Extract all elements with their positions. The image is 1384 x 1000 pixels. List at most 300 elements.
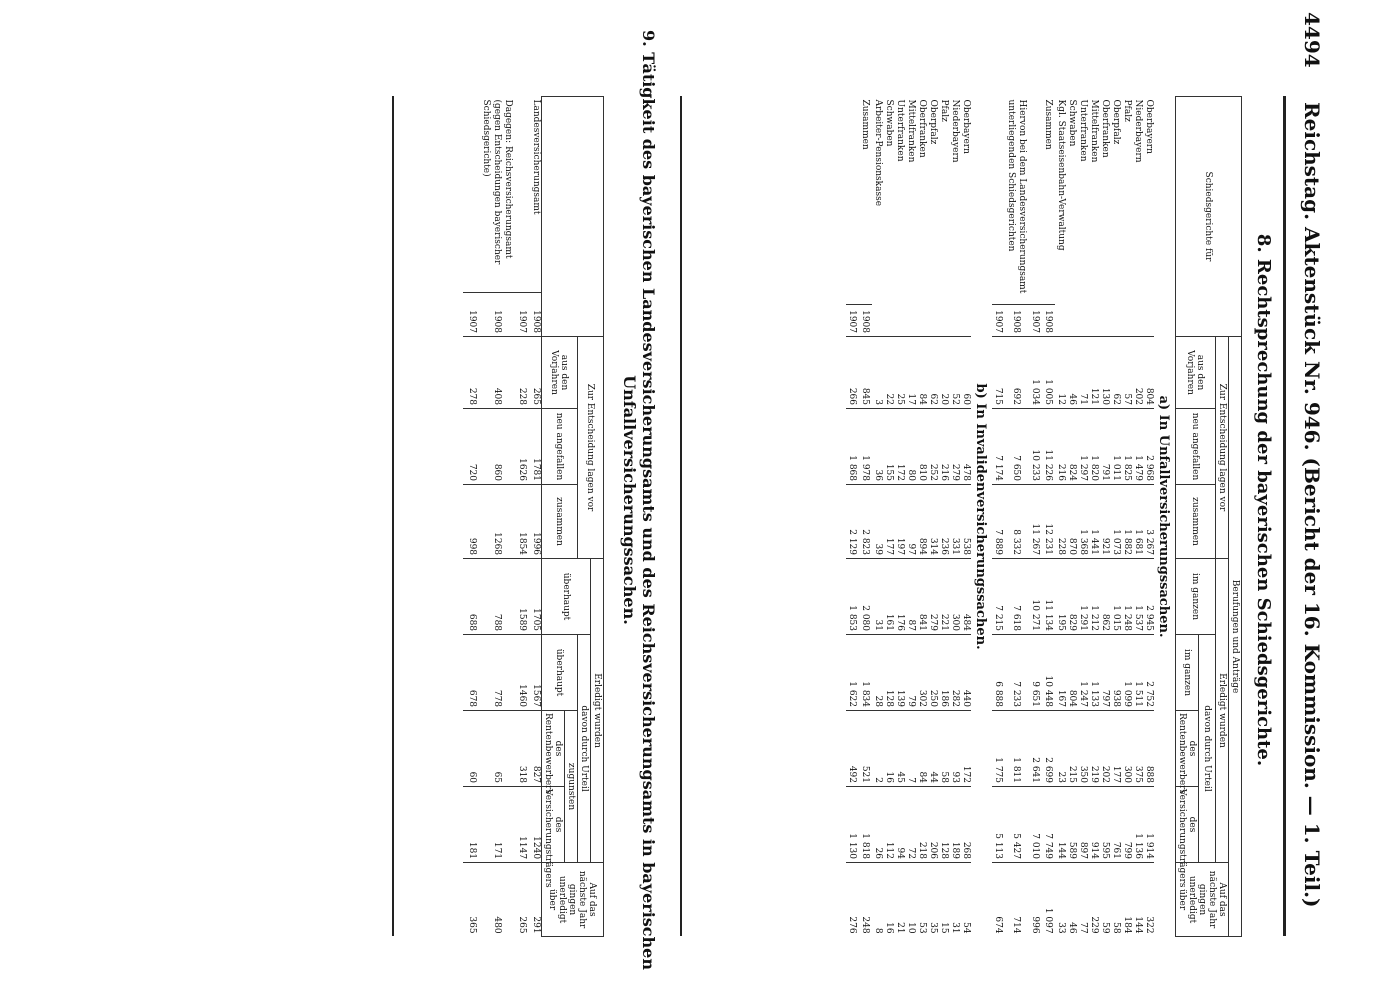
table-cell: 46 xyxy=(1066,337,1077,409)
table-cell: 538 xyxy=(960,485,971,559)
s9-header-ueberhaupt: überhaupt xyxy=(542,559,591,635)
page-number: 4494 xyxy=(1300,12,1324,68)
table-cell: 1 978 xyxy=(859,409,872,485)
s9-header-zugunsten: zugunsten xyxy=(565,711,578,863)
table-cell: 1567 xyxy=(527,635,542,711)
table-cell: 1 099 xyxy=(1121,635,1132,711)
table-cell: 12 xyxy=(1055,337,1066,409)
table-cell: 845 xyxy=(859,337,872,409)
table-cell: 7 215 xyxy=(992,559,1005,635)
section-8-table xyxy=(846,96,1242,937)
table-cell: 266 xyxy=(846,337,859,409)
table-cell: 1626 xyxy=(513,409,527,485)
header-versicherungstraeger: des Versicherungsträgers xyxy=(1176,787,1199,863)
table-row xyxy=(527,97,542,937)
table-cell: 1705 xyxy=(527,559,542,635)
table-cell: 7 618 xyxy=(1005,559,1029,635)
row-label: Mittelfranken xyxy=(1089,99,1099,163)
header-berufungen: Berufungen und Anträge xyxy=(1229,337,1242,937)
table-cell: 322 xyxy=(1143,863,1154,937)
table-cell: 1 882 xyxy=(1121,485,1132,559)
table-cell: 480 xyxy=(477,863,513,937)
section-9-title: 9. Tätigkeit des bayerischen Landesversicherungsamts und des Reichsversicherungsamts in bayerischen Unfallversicherungssachen. xyxy=(620,30,658,970)
table-cell: 1854 xyxy=(513,485,527,559)
s9-header-erledigt: Erledigt wurden xyxy=(591,559,604,863)
table-cell: 36 xyxy=(872,409,883,485)
table-cell: 10 448 xyxy=(1042,635,1055,711)
table-row xyxy=(1099,97,1110,937)
table-cell: 221 xyxy=(938,559,949,635)
table-cell: 791 xyxy=(1099,409,1110,485)
table-cell: 15 xyxy=(938,863,949,937)
table-cell: 12 231 xyxy=(1042,485,1055,559)
table-cell: 888 xyxy=(1143,711,1154,787)
table-cell: 1 368 xyxy=(1077,485,1088,559)
subsection-b-title xyxy=(971,97,992,937)
table-cell: 171 xyxy=(477,787,513,863)
table-cell: 2 823 xyxy=(859,485,872,559)
table-cell: 172 xyxy=(960,711,971,787)
table-cell: 300 xyxy=(1121,711,1132,787)
table-row xyxy=(477,97,513,937)
s9-header-ueberhaupt-urteil: überhaupt xyxy=(542,635,578,711)
header-entscheidung: Zur Entscheidung lagen vor xyxy=(1216,337,1229,559)
table-cell: 440 xyxy=(960,635,971,711)
row-label: Schwaben xyxy=(1067,99,1077,147)
row-label xyxy=(846,97,859,305)
table-cell: 1 853 xyxy=(846,559,859,635)
table-cell: 2 641 xyxy=(1029,711,1042,787)
table-cell: 1 511 xyxy=(1132,635,1143,711)
table-cell: 54 xyxy=(960,863,971,937)
row-label: Zusammen xyxy=(1043,99,1053,150)
table-cell: 484 xyxy=(960,559,971,635)
table-cell: 331 xyxy=(949,485,960,559)
table-cell: 897 xyxy=(1077,787,1088,863)
table-cell: 1 247 xyxy=(1077,635,1088,711)
row-label: Niederbayern xyxy=(950,99,960,163)
table-cell: 130 xyxy=(1099,337,1110,409)
table-row xyxy=(513,97,527,937)
table-cell: 824 xyxy=(1066,409,1077,485)
page-running-title: Reichstag. Aktenstück Nr. 946. (Bericht der 16. Kommission. — 1. Teil.) xyxy=(1300,102,1324,908)
table-cell: 112 xyxy=(883,787,894,863)
table-row xyxy=(938,97,949,937)
table-cell: 1268 xyxy=(477,485,513,559)
table-cell: 216 xyxy=(938,409,949,485)
table-cell: 1 015 xyxy=(1110,559,1121,635)
table-row xyxy=(859,97,872,937)
table-cell: 8 xyxy=(872,863,883,937)
table-row xyxy=(1042,97,1055,937)
table-cell: 121 xyxy=(1088,337,1099,409)
table-cell: 219 xyxy=(1088,711,1099,787)
row-year: 1908 xyxy=(1005,305,1029,337)
row-label: Oberbayern xyxy=(961,99,971,154)
table-cell: 6 888 xyxy=(992,635,1005,711)
table-row xyxy=(846,97,859,937)
table-row xyxy=(949,97,960,937)
table-cell: 1 775 xyxy=(992,711,1005,787)
row-year: 1907 xyxy=(513,293,527,337)
table-cell: 215 xyxy=(1066,711,1077,787)
table-cell: 26 xyxy=(872,787,883,863)
row-year: 1907 xyxy=(846,305,859,337)
table-cell: 829 xyxy=(1066,559,1077,635)
row-label: Landesversicherungsamt xyxy=(531,99,541,215)
header-vorjahren: aus den Vorjahren xyxy=(1176,337,1216,409)
table-cell: 2 968 xyxy=(1143,409,1154,485)
table-cell: 216 xyxy=(1055,409,1066,485)
header-erledigt: Erledigt wurden xyxy=(1216,559,1229,863)
table-row xyxy=(960,97,971,937)
table-cell: 1 681 xyxy=(1132,485,1143,559)
row-label: Pfalz xyxy=(1122,99,1132,122)
table-cell: 1 622 xyxy=(846,635,859,711)
table-cell: 279 xyxy=(949,409,960,485)
table-cell: 22 xyxy=(883,337,894,409)
table-cell: 921 xyxy=(1099,485,1110,559)
table-cell: 128 xyxy=(938,787,949,863)
table-row xyxy=(916,97,927,937)
table-cell: 1 537 xyxy=(1132,559,1143,635)
table-cell: 314 xyxy=(927,485,938,559)
row-label: Oberpfalz xyxy=(1111,99,1121,145)
table-cell: 714 xyxy=(1005,863,1029,937)
table-cell: 176 xyxy=(894,559,905,635)
subsection-a-title-text: a) In Unfallversicherungssachen. xyxy=(1156,395,1171,638)
table-cell: 715 xyxy=(992,337,1005,409)
s9-header-entscheidung: Zur Entscheidung lagen vor xyxy=(578,337,604,559)
table-cell: 7 650 xyxy=(1005,409,1029,485)
section-8-bottom-rule xyxy=(680,96,682,936)
row-label: Arbeiter-Pensionskasse xyxy=(873,99,883,207)
table-cell: 58 xyxy=(1110,863,1121,937)
table-cell: 144 xyxy=(1132,863,1143,937)
table-row xyxy=(1066,97,1077,937)
table-cell: 300 xyxy=(949,559,960,635)
table-cell: 44 xyxy=(927,711,938,787)
table-cell: 5 113 xyxy=(992,787,1005,863)
row-label: Niederbayern xyxy=(1133,99,1143,163)
row-label: Oberbayern xyxy=(1144,99,1154,154)
table-cell: 62 xyxy=(927,337,938,409)
table-cell: 16 xyxy=(883,711,894,787)
s9-header-neu: neu angefallen xyxy=(542,409,578,485)
table-cell: 1589 xyxy=(513,559,527,635)
header-im-ganzen: im ganzen xyxy=(1176,559,1216,635)
table-cell: 7 889 xyxy=(992,485,1005,559)
row-year: 1908 xyxy=(477,293,513,337)
table-row xyxy=(1121,97,1132,937)
table-cell: 71 xyxy=(1077,337,1088,409)
table-cell: 177 xyxy=(1110,711,1121,787)
table-row xyxy=(463,97,477,937)
table-cell: 11 134 xyxy=(1042,559,1055,635)
table-cell: 1 825 xyxy=(1121,409,1132,485)
table-cell: 197 xyxy=(894,485,905,559)
table-cell: 10 271 xyxy=(1029,559,1042,635)
table-row xyxy=(1055,97,1066,937)
table-cell: 20 xyxy=(938,337,949,409)
table-cell: 184 xyxy=(1121,863,1132,937)
table-cell: 799 xyxy=(1121,787,1132,863)
table-cell: 7 xyxy=(905,711,916,787)
table-cell: 688 xyxy=(463,559,477,635)
table-cell: 521 xyxy=(859,711,872,787)
row-label xyxy=(463,97,477,293)
table-cell: 1 834 xyxy=(859,635,872,711)
table-cell: 7 233 xyxy=(1005,635,1029,711)
row-year: 1908 xyxy=(859,305,872,337)
table-cell: 265 xyxy=(513,863,527,937)
table-cell: 804 xyxy=(1066,635,1077,711)
table-cell: 862 xyxy=(1099,559,1110,635)
table-cell: 218 xyxy=(916,787,927,863)
header-rentenbewerber: des Rentenbewerbers xyxy=(1176,711,1199,787)
table-cell: 53 xyxy=(916,863,927,937)
table-cell: 33 xyxy=(1055,863,1066,937)
table-cell: 1 073 xyxy=(1110,485,1121,559)
table-cell: 276 xyxy=(846,863,859,937)
table-cell: 268 xyxy=(960,787,971,863)
table-cell: 23 xyxy=(1055,711,1066,787)
table-cell: 94 xyxy=(894,787,905,863)
table-cell: 11 226 xyxy=(1042,409,1055,485)
table-cell: 202 xyxy=(1099,711,1110,787)
table-cell: 72 xyxy=(905,787,916,863)
table-cell: 97 xyxy=(905,485,916,559)
header-schiedsgerichte: Schiedsgerichte für xyxy=(1176,97,1242,337)
table-cell: 350 xyxy=(1077,711,1088,787)
table-row xyxy=(1088,97,1099,937)
s9-header-vorjahren: aus den Vorjahren xyxy=(542,337,578,409)
table-cell: 282 xyxy=(949,635,960,711)
table-cell: 128 xyxy=(883,635,894,711)
table-row xyxy=(905,97,916,937)
table-row xyxy=(872,97,883,937)
table-cell: 1 034 xyxy=(1029,337,1042,409)
table-cell: 177 xyxy=(883,485,894,559)
table-cell: 595 xyxy=(1099,787,1110,863)
table-cell: 1 212 xyxy=(1088,559,1099,635)
header-urteil: davon durch Urteil xyxy=(1199,635,1216,863)
table-cell: 1 248 xyxy=(1121,559,1132,635)
table-cell: 1 811 xyxy=(1005,711,1029,787)
table-cell: 692 xyxy=(1005,337,1029,409)
table-row xyxy=(1143,97,1154,937)
table-cell: 1460 xyxy=(513,635,527,711)
table-row xyxy=(894,97,905,937)
row-year: 1908 xyxy=(527,293,542,337)
table-cell: 9 651 xyxy=(1029,635,1042,711)
table-cell: 761 xyxy=(1110,787,1121,863)
row-label: Kgl. Staatseisenbahn-Verwaltung xyxy=(1056,99,1066,251)
table-cell: 25 xyxy=(894,337,905,409)
table-cell: 65 xyxy=(477,711,513,787)
table-cell: 10 xyxy=(905,863,916,937)
table-row xyxy=(992,97,1005,937)
table-cell: 59 xyxy=(1099,863,1110,937)
table-cell: 77 xyxy=(1077,863,1088,937)
table-cell: 1240 xyxy=(527,787,542,863)
table-cell: 1 291 xyxy=(1077,559,1088,635)
table-cell: 870 xyxy=(1066,485,1077,559)
table-cell: 278 xyxy=(463,337,477,409)
header-naechstes-jahr: Auf das nächste Jahr gingen unerledigt über xyxy=(1176,863,1229,937)
table-cell: 810 xyxy=(916,409,927,485)
table-cell: 894 xyxy=(916,485,927,559)
table-cell: 62 xyxy=(1110,337,1121,409)
table-cell: 7 174 xyxy=(992,409,1005,485)
s9-header-zusammen: zusammen xyxy=(542,485,578,559)
header-neu: neu angefallen xyxy=(1176,409,1216,485)
row-label xyxy=(1029,97,1042,305)
table-row xyxy=(883,97,894,937)
row-label: Oberpfalz xyxy=(928,99,938,145)
page-header xyxy=(1290,12,1334,972)
table-cell: 797 xyxy=(1099,635,1110,711)
table-cell: 2 699 xyxy=(1042,711,1055,787)
table-cell: 589 xyxy=(1066,787,1077,863)
table-cell: 39 xyxy=(872,485,883,559)
table-cell: 1 136 xyxy=(1132,787,1143,863)
table-cell: 93 xyxy=(949,711,960,787)
table-cell: 11 267 xyxy=(1029,485,1042,559)
row-label: Unterfranken xyxy=(895,99,905,162)
s9-header-versicherungstraeger: des Versicherungsträgers xyxy=(542,787,565,863)
table-cell: 1 479 xyxy=(1132,409,1143,485)
table-cell: 35 xyxy=(927,863,938,937)
header-rule xyxy=(1283,96,1286,936)
table-cell: 16 xyxy=(883,863,894,937)
table-cell: 914 xyxy=(1088,787,1099,863)
table-cell: 804 xyxy=(1143,337,1154,409)
s9-header-rentenbewerber: des Rentenbewerbers xyxy=(542,711,565,787)
s9-header-urteil: davon durch Urteil xyxy=(578,635,591,863)
row-label xyxy=(513,97,527,293)
table-cell: 155 xyxy=(883,409,894,485)
subsection-a-title xyxy=(1154,97,1176,937)
table-cell: 1 441 xyxy=(1088,485,1099,559)
table-cell: 17 xyxy=(905,337,916,409)
table-cell: 996 xyxy=(1029,863,1042,937)
table-cell: 1 914 xyxy=(1143,787,1154,863)
table-cell: 84 xyxy=(916,337,927,409)
table-cell: 144 xyxy=(1055,787,1066,863)
row-year: 1907 xyxy=(463,293,477,337)
table-row xyxy=(1005,97,1029,937)
table-cell: 678 xyxy=(463,635,477,711)
row-label: Dagegen: Reichsversicherungsamt (gegen Entscheidungen bayerischer Schiedsgerichte) xyxy=(481,99,513,265)
table-cell: 7 749 xyxy=(1042,787,1055,863)
row-label: Unterfranken xyxy=(1078,99,1088,162)
table-cell: 3 267 xyxy=(1143,485,1154,559)
table-cell: 202 xyxy=(1132,337,1143,409)
row-label: Oberfranken xyxy=(917,99,927,158)
table-cell: 46 xyxy=(1066,863,1077,937)
table-cell: 186 xyxy=(938,635,949,711)
table-cell: 2 080 xyxy=(859,559,872,635)
table-cell: 841 xyxy=(916,559,927,635)
table-cell: 181 xyxy=(463,787,477,863)
table-cell: 7 010 xyxy=(1029,787,1042,863)
table-cell: 172 xyxy=(894,409,905,485)
section-9-table xyxy=(463,96,604,937)
table-cell: 45 xyxy=(894,711,905,787)
row-label: Pfalz xyxy=(939,99,949,122)
table-cell: 28 xyxy=(872,635,883,711)
table-cell: 492 xyxy=(846,711,859,787)
subsection-b-title-text: b) In Invalidenversicherungssachen. xyxy=(973,383,988,650)
table-row xyxy=(1132,97,1143,937)
table-cell: 1 011 xyxy=(1110,409,1121,485)
table-cell: 1996 xyxy=(527,485,542,559)
s9-header-naechstes-jahr: Auf das nächste Jahr gingen unerledigt über xyxy=(542,863,604,937)
table-cell: 80 xyxy=(905,409,916,485)
table-cell: 84 xyxy=(916,711,927,787)
table-row xyxy=(1077,97,1088,937)
table-row xyxy=(1029,97,1042,937)
row-year: 1907 xyxy=(992,305,1005,337)
row-label: Mittelfranken xyxy=(906,99,916,163)
row-label xyxy=(992,97,1005,305)
table-cell: 1 818 xyxy=(859,787,872,863)
row-label: Schwaben xyxy=(884,99,894,147)
table-cell: 58 xyxy=(938,711,949,787)
table-cell: 161 xyxy=(883,559,894,635)
table-cell: 167 xyxy=(1055,635,1066,711)
row-year: 1907 xyxy=(1029,305,1042,337)
table-cell: 279 xyxy=(927,559,938,635)
table-cell: 250 xyxy=(927,635,938,711)
table-cell: 8 332 xyxy=(1005,485,1029,559)
table-cell: 236 xyxy=(938,485,949,559)
table-cell: 5 427 xyxy=(1005,787,1029,863)
s9-header-blank xyxy=(542,97,604,337)
header-im-ganzen-urteil: im ganzen xyxy=(1176,635,1199,711)
table-cell: 265 xyxy=(527,337,542,409)
table-cell: 252 xyxy=(927,409,938,485)
table-cell: 3 xyxy=(872,337,883,409)
table-cell: 318 xyxy=(513,711,527,787)
table-cell: 52 xyxy=(949,337,960,409)
table-cell: 2 752 xyxy=(1143,635,1154,711)
table-cell: 291 xyxy=(527,863,542,937)
row-label: Zusammen xyxy=(860,99,870,150)
table-cell: 10 233 xyxy=(1029,409,1042,485)
table-cell: 860 xyxy=(477,409,513,485)
table-cell: 1781 xyxy=(527,409,542,485)
table-cell: 478 xyxy=(960,409,971,485)
row-label: Oberfranken xyxy=(1100,99,1110,158)
table-cell: 248 xyxy=(859,863,872,937)
table-cell: 1 297 xyxy=(1077,409,1088,485)
table-cell: 228 xyxy=(513,337,527,409)
table-cell: 21 xyxy=(894,863,905,937)
table-cell: 60 xyxy=(960,337,971,409)
table-cell: 778 xyxy=(477,635,513,711)
table-cell: 228 xyxy=(1055,485,1066,559)
table-cell: 189 xyxy=(949,787,960,863)
table-cell: 79 xyxy=(905,635,916,711)
table-row xyxy=(1110,97,1121,937)
table-cell: 31 xyxy=(949,863,960,937)
table-cell: 1 820 xyxy=(1088,409,1099,485)
table-cell: 938 xyxy=(1110,635,1121,711)
table-cell: 2 129 xyxy=(846,485,859,559)
table-cell: 365 xyxy=(463,863,477,937)
